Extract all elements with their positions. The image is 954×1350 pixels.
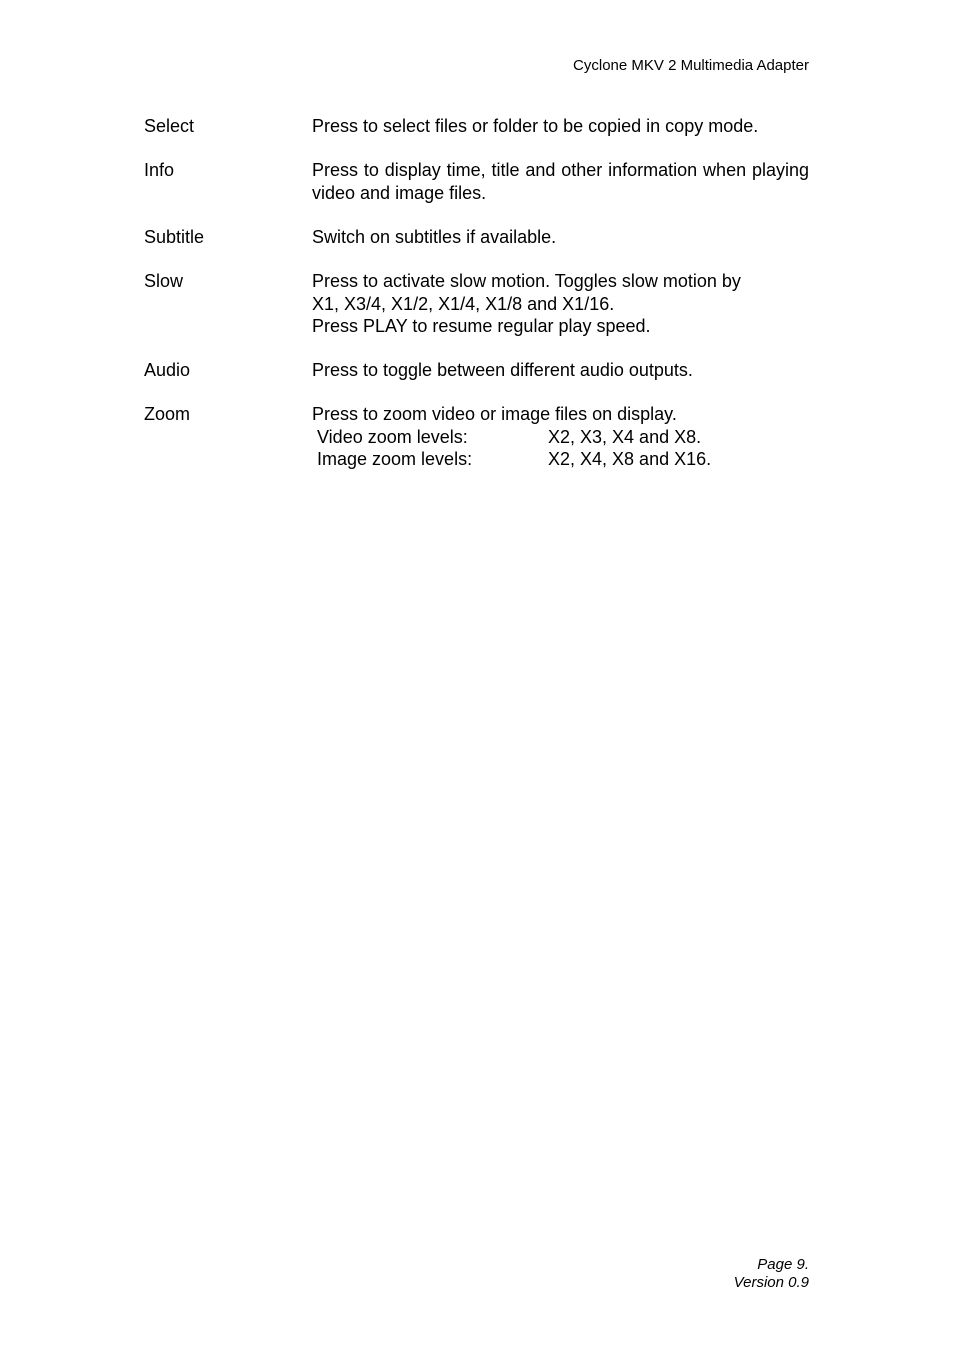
entry-term: Info [144, 160, 175, 180]
entry-description [312, 270, 809, 338]
page-footer [734, 1256, 809, 1292]
document-version: Version 0.9 [733, 1274, 809, 1291]
zoom-level-label: Video zoom levels: [317, 426, 468, 447]
zoom-level-value: X2, X4, X8 and X16. [548, 449, 712, 469]
entry-description [312, 226, 809, 249]
zoom-level-row [312, 426, 809, 449]
description-line: Switch on subtitles if available. [312, 227, 557, 247]
entry-term: Subtitle [144, 227, 205, 247]
zoom-level-value: X2, X3, X4 and X8. [548, 426, 702, 447]
entry-description [312, 403, 809, 471]
zoom-level-row [312, 448, 809, 471]
page-number: Page 9. [757, 1256, 809, 1273]
entry-description: Press to display time, title and other information when playing video and image files. [312, 160, 809, 203]
entry-term: Zoom [144, 404, 191, 424]
entry-description [312, 359, 809, 382]
zoom-level-label: Image zoom levels: [317, 449, 473, 469]
entry-term: Select [144, 116, 195, 136]
description-line: X1, X3/4, X1/2, X1/4, X1/8 and X1/16. [312, 293, 615, 314]
description-line: Press PLAY to resume regular play speed. [312, 316, 651, 336]
page-header-title: Cyclone MKV 2 Multimedia Adapter [573, 57, 809, 74]
description-line: Press to toggle between different audio outputs. [312, 360, 693, 380]
description-line: Press to select files or folder to be copied in copy mode. [312, 116, 759, 136]
entry-description [312, 115, 809, 138]
entry-term: Slow [144, 271, 184, 291]
description-line: Press to zoom video or image files on display. [312, 404, 677, 424]
description-line: Press to activate slow motion. Toggles slow motion by [312, 271, 741, 291]
entry-term: Audio [144, 360, 191, 380]
